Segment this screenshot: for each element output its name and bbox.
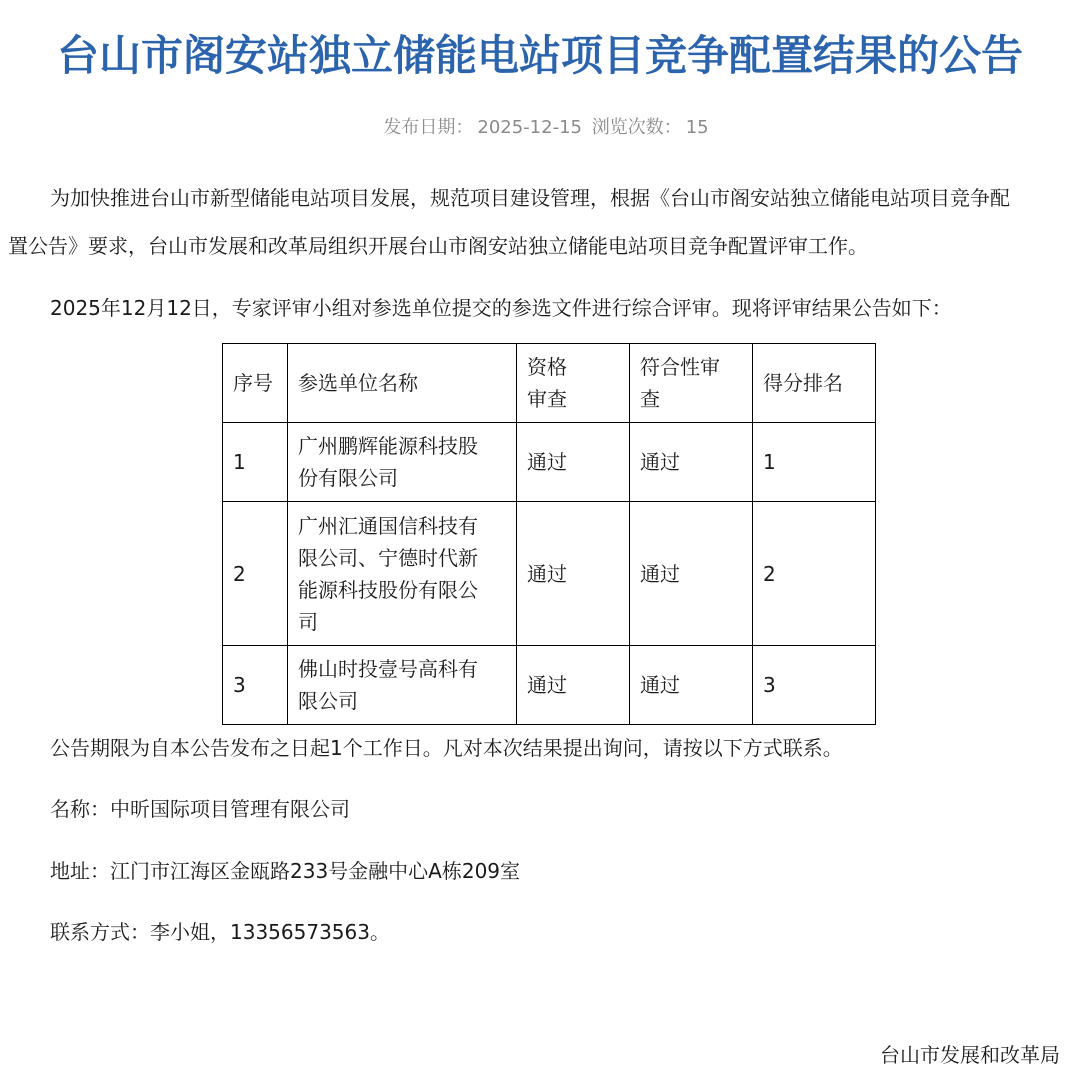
cell-qualification: 通过 [517, 646, 630, 725]
cell-compliance: 通过 [630, 646, 753, 725]
intro-paragraph-line2: 置公告》要求，台山市发展和改革局组织开展台山市阁安站独立储能电站项目竞争配置评审工作。 [8, 234, 868, 258]
cell-name: 广州汇通国信科技有 限公司、宁德时代新 能源科技股份有限公 司 [288, 502, 517, 646]
table-row [223, 502, 876, 646]
header-name: 参选单位名称 [288, 344, 517, 423]
period-paragraph: 公告期限为自本公告发布之日起1个工作日。凡对本次结果提出询问，请按以下方式联系。 [50, 736, 843, 760]
header-qualification: 资格 审查 [517, 344, 630, 423]
table-header-row [223, 344, 876, 423]
cell-no: 3 [223, 646, 288, 725]
header-compliance: 符合性审 查 [630, 344, 753, 423]
issuer-signature: 台山市发展和改革局 [880, 1043, 1060, 1067]
publish-meta [0, 114, 1080, 142]
cell-rank: 1 [753, 423, 876, 502]
cell-compliance: 通过 [630, 502, 753, 646]
views-label: 浏览次数： [591, 117, 682, 138]
contact-info: 联系方式：李小姐，13356573563。 [50, 920, 390, 944]
table-row [223, 646, 876, 725]
contact-company: 名称：中昕国际项目管理有限公司 [50, 797, 350, 821]
table-row [223, 423, 876, 502]
views-count: 15 [685, 117, 709, 138]
cell-qualification: 通过 [517, 502, 630, 646]
results-table [222, 343, 876, 725]
publish-date: 2025-12-15 [477, 117, 582, 138]
cell-compliance: 通过 [630, 423, 753, 502]
review-paragraph: 2025年12月12日，专家评审小组对参选单位提交的参选文件进行综合评审。现将评审结果公告如下： [50, 296, 952, 320]
cell-no: 2 [223, 502, 288, 646]
header-rank: 得分排名 [753, 344, 876, 423]
cell-qualification: 通过 [517, 423, 630, 502]
cell-name: 佛山时投壹号高科有 限公司 [288, 646, 517, 725]
cell-rank: 2 [753, 502, 876, 646]
cell-rank: 3 [753, 646, 876, 725]
header-no: 序号 [223, 344, 288, 423]
contact-address: 地址：江门市江海区金瓯路233号金融中心A栋209室 [50, 859, 521, 883]
page-title: 台山市阁安站独立储能电站项目竞争配置结果的公告 [56, 31, 1023, 80]
intro-paragraph-line1: 为加快推进台山市新型储能电站项目发展，规范项目建设管理，根据《台山市阁安站独立储能电站项目竞争配 [50, 186, 1010, 210]
cell-no: 1 [223, 423, 288, 502]
cell-name: 广州鹏辉能源科技股 份有限公司 [288, 423, 517, 502]
publish-date-label: 发布日期： [383, 117, 474, 138]
